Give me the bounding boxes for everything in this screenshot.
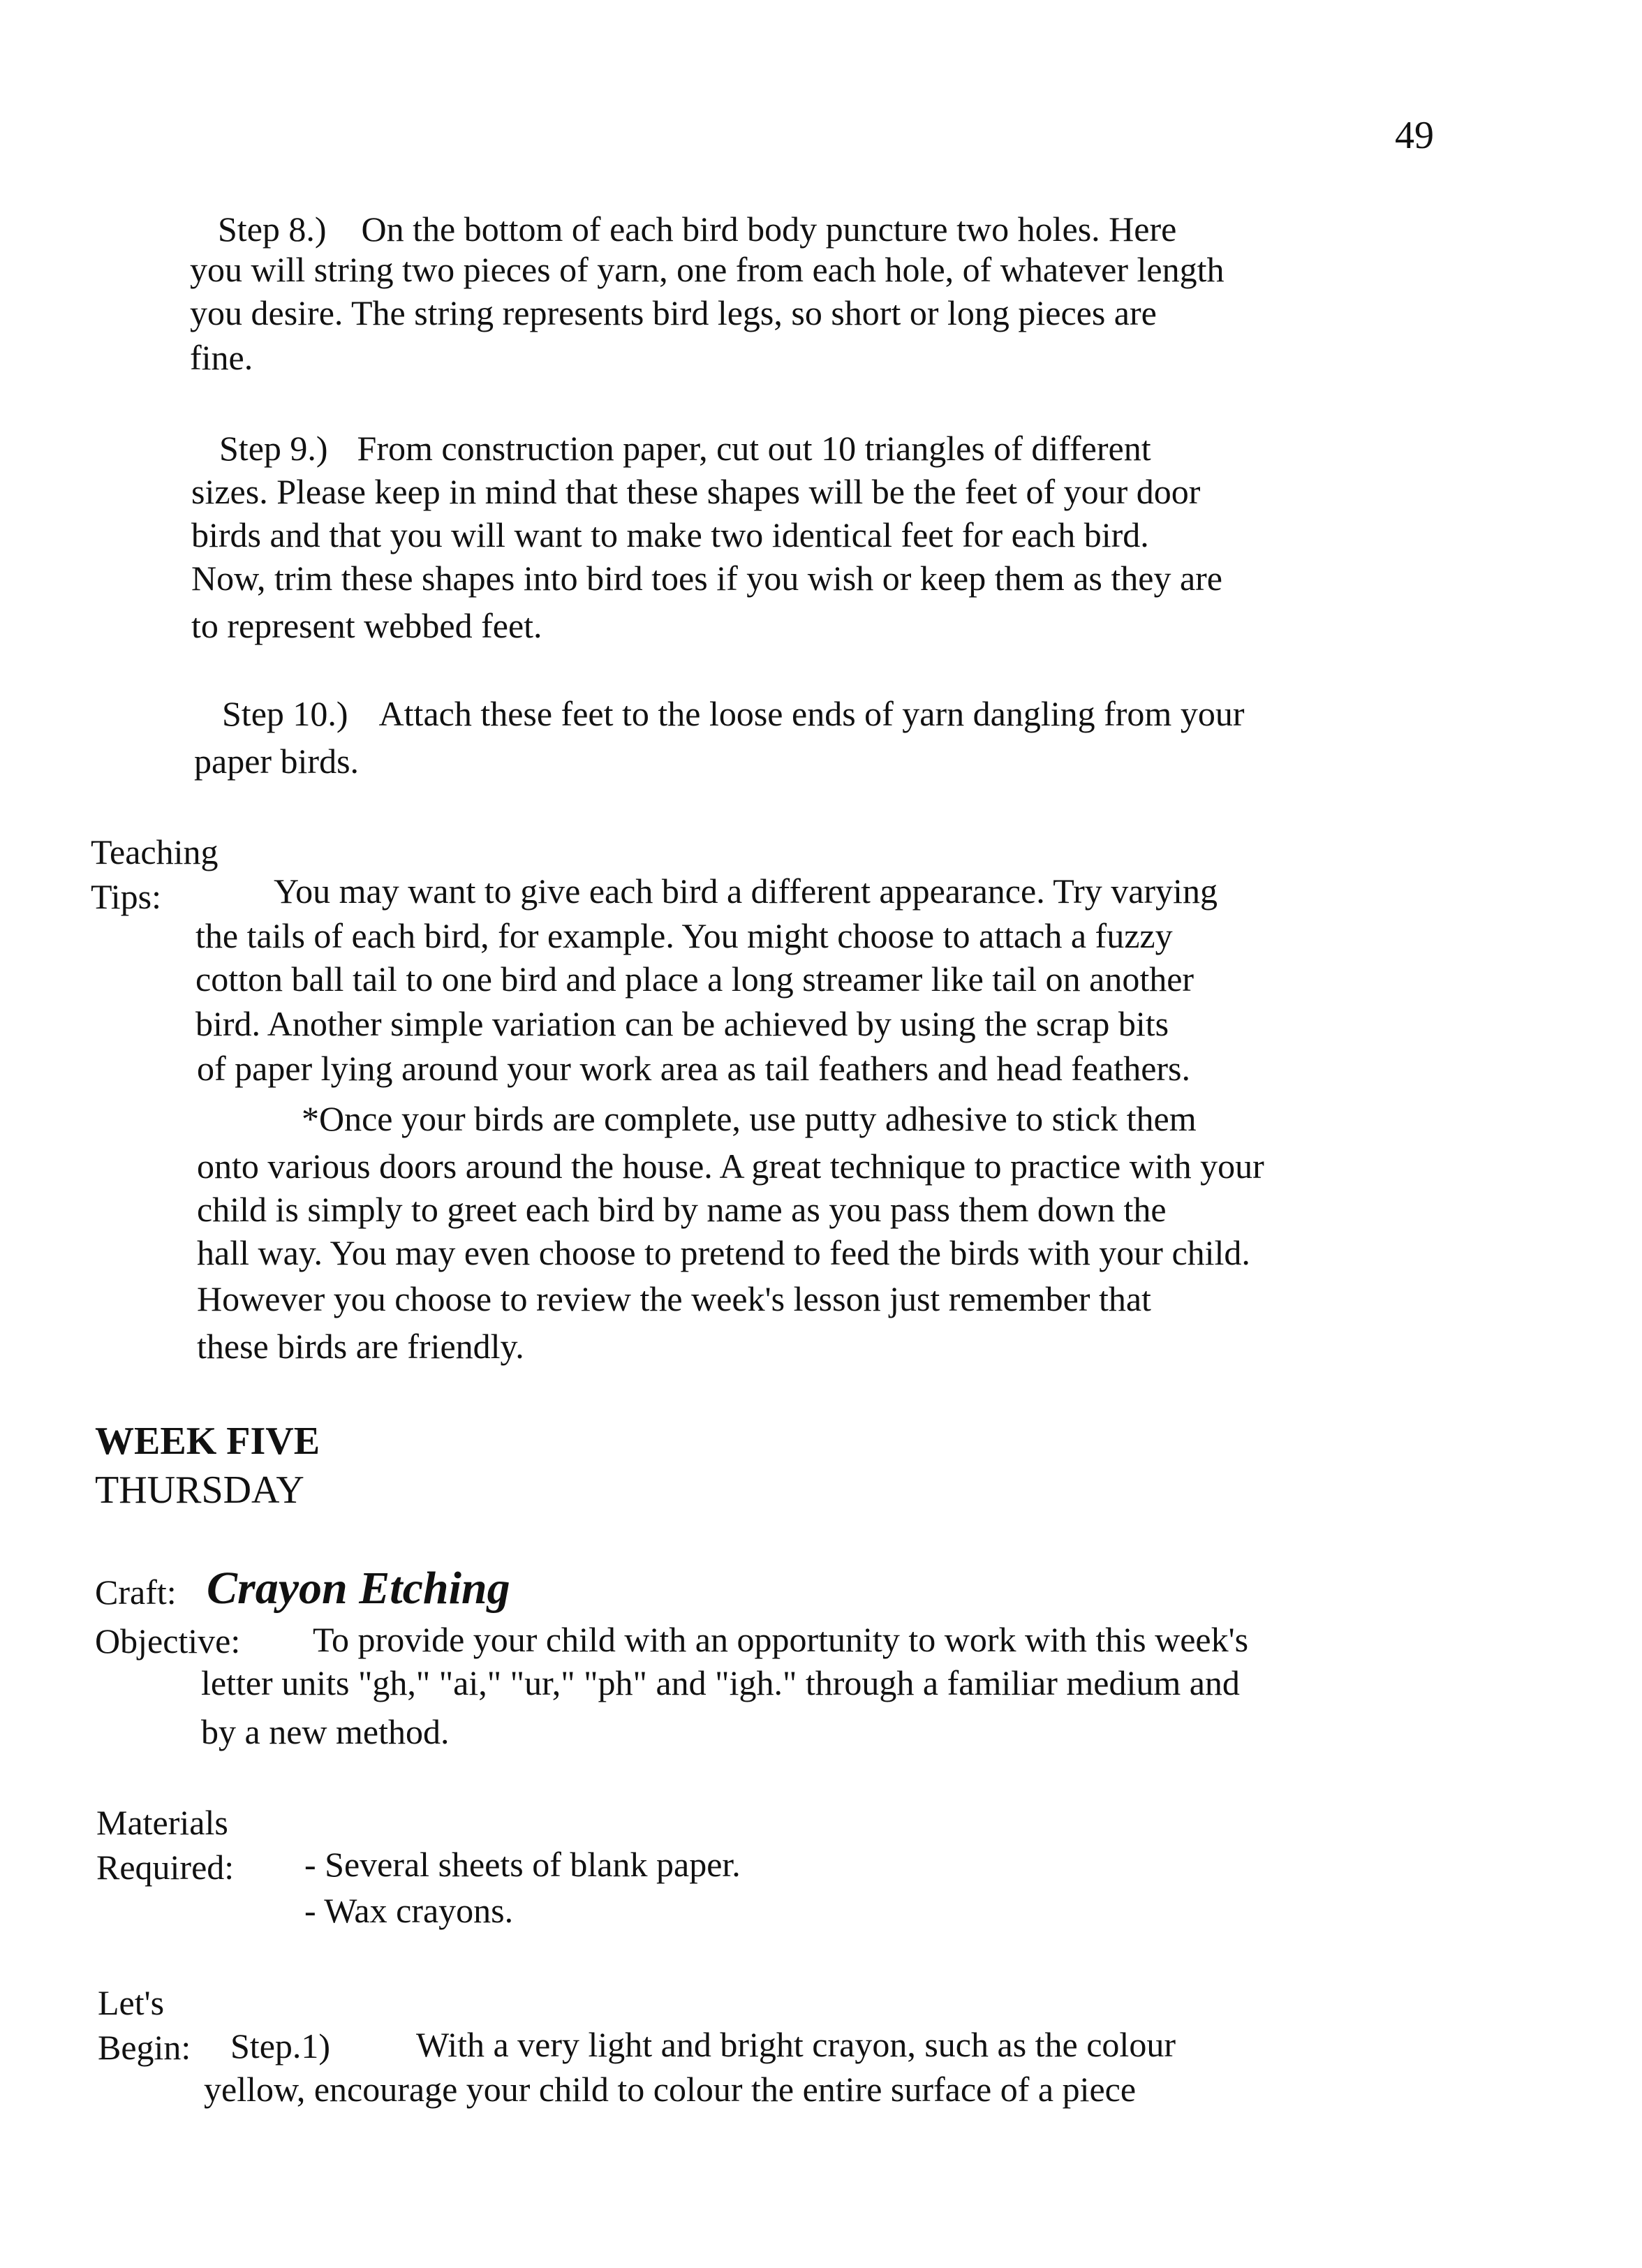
step-9-line-1: Step 9.) From construction paper, cut out 10 triangles of different bbox=[219, 429, 1151, 468]
tips-line-7: onto various doors around the house. A great technique to practice with your bbox=[197, 1147, 1264, 1186]
step-8-line-1: Step 8.) On the bottom of each bird body puncture two holes. Here bbox=[218, 209, 1177, 249]
lets-begin-label-2: Begin: bbox=[98, 2028, 191, 2067]
step-8-line-3: you desire. The string represents bird legs, so short or long pieces are bbox=[190, 293, 1157, 332]
step-1-line-2: yellow, encourage your child to colour the entire surface of a piece bbox=[204, 2070, 1137, 2109]
craft-title: Crayon Etching bbox=[207, 1563, 510, 1614]
page-number: 49 bbox=[1395, 114, 1434, 157]
objective-line-2: letter units "gh," "ai," "ur," "ph" and "igh." through a familiar medium and bbox=[201, 1663, 1240, 1702]
objective-label: Objective: bbox=[95, 1621, 241, 1660]
tips-line-4: bird. Another simple variation can be achieved by using the scrap bits bbox=[195, 1004, 1169, 1043]
materials-label-1: Materials bbox=[96, 1803, 228, 1842]
step-9-label: Step 9.) bbox=[219, 429, 328, 468]
step-9-line-5: to represent webbed feet. bbox=[191, 606, 542, 645]
objective-line-1: To provide your child with an opportunity to work with this week's bbox=[313, 1620, 1249, 1659]
tips-line-9: hall way. You may even choose to pretend to feed the birds with your child. bbox=[197, 1233, 1250, 1272]
materials-label-2: Required: bbox=[96, 1848, 235, 1887]
step-10-label: Step 10.) bbox=[222, 694, 348, 733]
step-1-line-1: With a very light and bright crayon, such as the colour bbox=[416, 2025, 1176, 2064]
objective-line-3: by a new method. bbox=[201, 1712, 450, 1751]
step-1-label: Step.1) bbox=[230, 2026, 331, 2066]
week-heading: WEEK FIVE bbox=[95, 1420, 320, 1463]
lets-begin-label-1: Let's bbox=[98, 1983, 165, 2022]
step-8-line-4: fine. bbox=[190, 338, 253, 377]
day-heading: THURSDAY bbox=[95, 1468, 304, 1512]
tips-line-1: You may want to give each bird a different appearance. Try varying bbox=[274, 871, 1218, 911]
step-8-line-2: you will string two pieces of yarn, one from each hole, of whatever length bbox=[190, 250, 1225, 289]
tips-line-5: of paper lying around your work area as tail feathers and head feathers. bbox=[197, 1049, 1190, 1088]
materials-item-2: - Wax crayons. bbox=[304, 1891, 514, 1930]
step-8-label: Step 8.) bbox=[218, 209, 327, 249]
tips-line-11: these birds are friendly. bbox=[197, 1327, 524, 1366]
teaching-tips-label-2: Tips: bbox=[91, 877, 162, 916]
step-9-line-3: birds and that you will want to make two identical feet for each bird. bbox=[191, 515, 1149, 554]
teaching-tips-label-1: Teaching bbox=[91, 832, 219, 871]
tips-line-10: However you choose to review the week's lesson just remember that bbox=[197, 1279, 1151, 1318]
tips-line-8: child is simply to greet each bird by name as you pass them down the bbox=[197, 1190, 1167, 1229]
step-10-line-1: Step 10.) Attach these feet to the loose ends of yarn dangling from your bbox=[222, 694, 1245, 733]
step-9-line-4: Now, trim these shapes into bird toes if you wish or keep them as they are bbox=[191, 559, 1222, 598]
tips-line-3: cotton ball tail to one bird and place a long streamer like tail on another bbox=[195, 959, 1194, 999]
step-9-line-2: sizes. Please keep in mind that these shapes will be the feet of your door bbox=[191, 472, 1201, 511]
materials-item-1: - Several sheets of blank paper. bbox=[304, 1845, 741, 1884]
tips-line-2: the tails of each bird, for example. You might choose to attach a fuzzy bbox=[195, 916, 1173, 955]
step-10-line-2: paper birds. bbox=[194, 742, 360, 781]
tips-line-6: *Once your birds are complete, use putty adhesive to stick them bbox=[302, 1099, 1197, 1138]
craft-label: Craft: bbox=[95, 1573, 177, 1612]
